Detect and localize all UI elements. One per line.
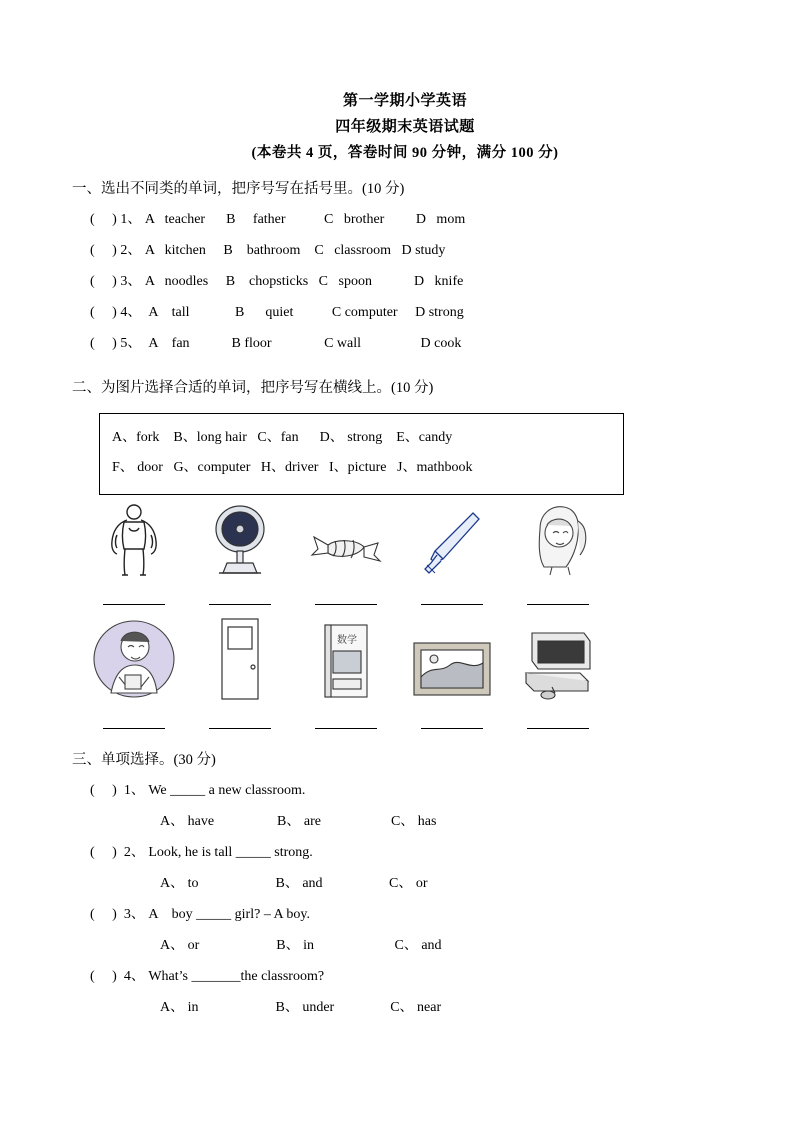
answer-blank[interactable]: [315, 591, 377, 605]
section-1-item: ( ) 3、 A noodles B chopsticks C spoon D knife: [90, 274, 464, 289]
answer-blank[interactable]: [103, 591, 165, 605]
picture-cell: [506, 615, 610, 729]
mathbook-figure: [317, 615, 375, 701]
answer-blank[interactable]: [315, 715, 377, 729]
answer-blank[interactable]: [103, 715, 165, 729]
picture-row-1: [82, 499, 722, 605]
door-figure: [214, 615, 266, 701]
picture-frame-figure: [410, 615, 494, 701]
answer-blank[interactable]: [527, 591, 589, 605]
section-2-heading: 二、为图片选择合适的单词，把序号写在横线上。(10 分): [72, 380, 434, 396]
word-bank-box: [99, 413, 624, 495]
question-stem: ( ) 3、 A boy _____ girl? – A boy.: [90, 907, 310, 922]
answer-blank[interactable]: [209, 591, 271, 605]
answer-blank[interactable]: [527, 715, 589, 729]
question-options: A、 to B、 and C、 or: [160, 876, 428, 891]
picture-cell: [400, 615, 504, 729]
picture-cell: [82, 615, 186, 729]
section-1-item: ( ) 5、 A fan B floor C wall D cook: [90, 336, 462, 351]
section-3-heading: 三、单项选择。(30 分): [72, 752, 216, 768]
picture-cell: [400, 499, 504, 605]
paper-subtitle-info: (本卷共 4 页，答卷时间 90 分钟，满分 100 分): [251, 145, 559, 161]
picture-cell: [188, 615, 292, 729]
fork-figure: [417, 499, 487, 577]
picture-cell: [188, 499, 292, 605]
computer-figure: [518, 615, 598, 701]
picture-row-2: [82, 615, 722, 729]
paper-title-line-1: 第一学期小学英语: [342, 93, 467, 109]
question-stem: ( ) 2、 Look, he is tall _____ strong.: [90, 845, 313, 860]
paper-title-line-2: 四年级期末英语试题: [335, 119, 475, 135]
word-bank-line: F、 door G、computer H、driver I、picture J、mathbook: [112, 460, 473, 475]
question-options: A、 in B、 under C、 near: [160, 1000, 442, 1015]
exam-sheet: [72, 88, 722, 1023]
section-1-item: ( ) 1、 A teacher B father C brother D mom: [90, 212, 466, 227]
question-stem: ( ) 1、 We _____ a new classroom.: [90, 783, 306, 798]
long-hair-girl-figure: [522, 499, 594, 577]
section-1-item: ( ) 4、 A tall B quiet C computer D strong: [90, 305, 464, 320]
section-3-questions: [72, 775, 722, 1023]
picture-cell: [294, 499, 398, 605]
picture-cell: [506, 499, 610, 605]
strong-man-figure: [104, 499, 164, 577]
section-1-items: [72, 204, 722, 359]
candy-figure: [306, 499, 386, 577]
answer-blank[interactable]: [421, 591, 483, 605]
question-stem: ( ) 4、 What’s _______the classroom?: [90, 969, 325, 984]
section-1-item: ( ) 2、 A kitchen B bathroom C classroom D study: [90, 243, 446, 258]
electric-fan-figure: [207, 499, 273, 577]
picture-cell: [82, 499, 186, 605]
section-1-heading: 一、选出不同类的单词，把序号写在括号里。(10 分): [72, 181, 405, 197]
driver-figure: [91, 615, 177, 701]
question-options: A、 or B、 in C、 and: [160, 938, 442, 953]
picture-grid: [72, 499, 722, 729]
answer-blank[interactable]: [421, 715, 483, 729]
svg-text:数学: 数学: [337, 635, 357, 646]
picture-cell: [294, 615, 398, 729]
answer-blank[interactable]: [209, 715, 271, 729]
question-options: A、 have B、 are C、 has: [160, 814, 437, 829]
word-bank-line: A、fork B、long hair C、fan D、 strong E、candy: [112, 430, 453, 445]
